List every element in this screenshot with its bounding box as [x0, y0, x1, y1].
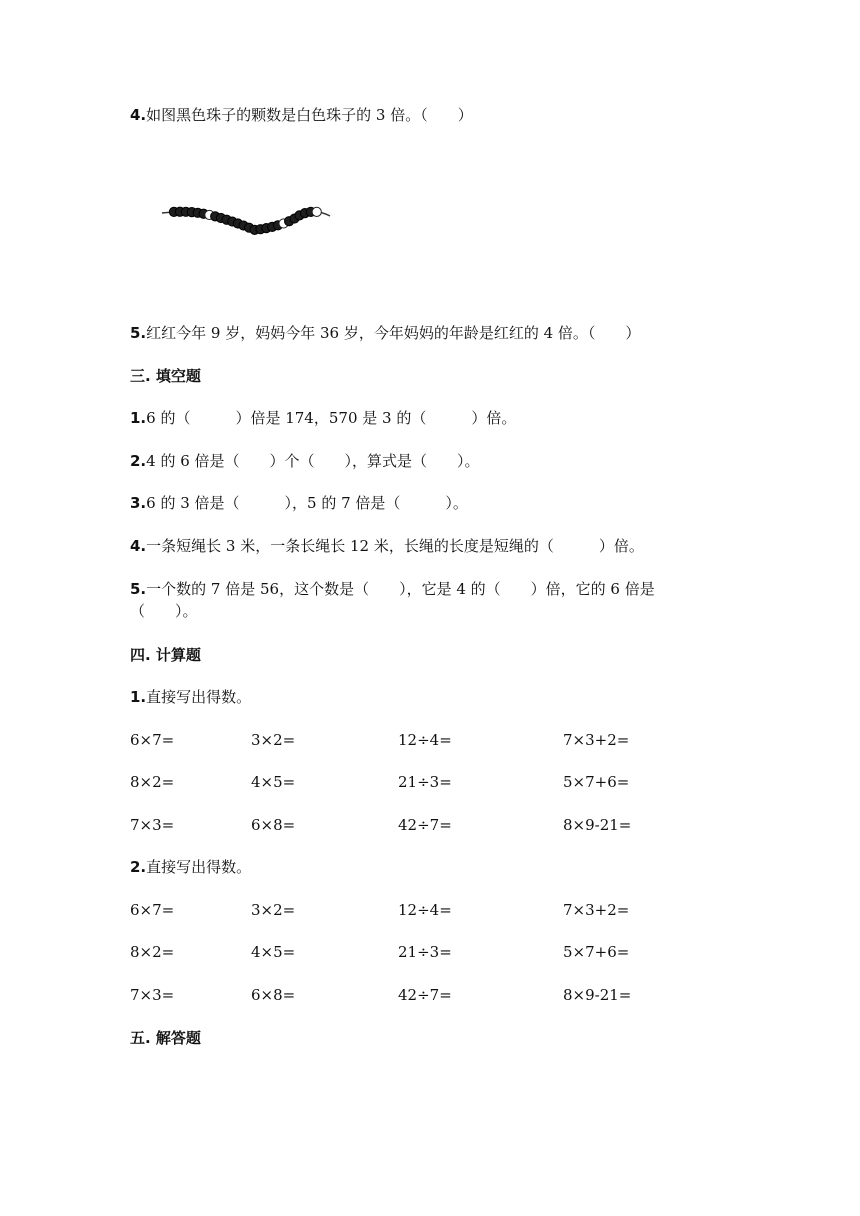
fill-question-5 — [130, 578, 655, 600]
question-number: 2. — [130, 452, 147, 470]
question-number: 5. — [130, 324, 147, 342]
fill-question-1 — [130, 407, 516, 429]
calc-item: 42÷7= — [398, 816, 452, 834]
calc-item: 7×3= — [130, 986, 175, 1004]
calc-group-2-title — [130, 856, 251, 878]
question-text: 一条短绳长 3 米，一条长绳长 12 米，长绳的长度是短绳的（ ）倍。 — [146, 537, 644, 555]
judge-question-5 — [130, 322, 640, 344]
question-number: 4. — [130, 537, 147, 555]
question-number: 4. — [130, 106, 147, 124]
calc-row — [130, 771, 750, 793]
judge-question-4 — [130, 104, 473, 126]
beads-string-image — [160, 200, 340, 246]
question-text: 红红今年 9 岁，妈妈今年 36 岁，今年妈妈的年龄是红红的 4 倍。（ ） — [146, 324, 641, 342]
calc-row — [130, 899, 750, 921]
calc-item: 8×9-21= — [563, 816, 632, 834]
question-text: 4 的 6 倍是（ ）个（ ），算式是（ ）。 — [146, 452, 480, 470]
calc-item: 12÷4= — [398, 731, 452, 749]
calc-item: 8×9-21= — [563, 986, 632, 1004]
question-text: 一个数的 7 倍是 56，这个数是（ ），它是 4 的（ ）倍，它的 6 倍是 — [146, 580, 655, 598]
calc-row — [130, 984, 750, 1006]
question-number: 1. — [130, 688, 147, 706]
fill-question-4 — [130, 535, 644, 557]
calc-item: 6×8= — [251, 986, 296, 1004]
calc-item: 4×5= — [251, 773, 296, 791]
question-number: 5. — [130, 580, 147, 598]
calc-item: 7×3= — [130, 816, 175, 834]
calc-item: 8×2= — [130, 943, 175, 961]
calc-item: 6×8= — [251, 816, 296, 834]
calc-row — [130, 941, 750, 963]
calc-item: 42÷7= — [398, 986, 452, 1004]
calc-item: 12÷4= — [398, 901, 452, 919]
calc-item: 6×7= — [130, 731, 175, 749]
calc-item: 7×3+2= — [563, 731, 630, 749]
question-text: 直接写出得数。 — [146, 688, 252, 706]
fill-question-3 — [130, 492, 468, 514]
section-heading-fill: 三. 填空题 — [130, 367, 201, 385]
question-text: 直接写出得数。 — [146, 858, 252, 876]
white-bead — [312, 207, 321, 216]
fill-question-2 — [130, 450, 480, 472]
calc-item: 5×7+6= — [563, 943, 630, 961]
question-text: 如图黑色珠子的颗数是白色珠子的 3 倍。（ ） — [146, 106, 473, 124]
calc-item: 8×2= — [130, 773, 175, 791]
calc-item: 21÷3= — [398, 943, 452, 961]
question-number: 2. — [130, 858, 147, 876]
fill-question-5-continued: （ ）。 — [130, 602, 198, 620]
calc-item: 21÷3= — [398, 773, 452, 791]
calc-item: 3×2= — [251, 901, 296, 919]
question-text: 6 的 3 倍是（ ），5 的 7 倍是（ ）。 — [146, 494, 468, 512]
calc-item: 4×5= — [251, 943, 296, 961]
calc-row — [130, 814, 750, 836]
calc-item: 7×3+2= — [563, 901, 630, 919]
section-heading-answer: 五. 解答题 — [130, 1029, 201, 1047]
calc-row — [130, 729, 750, 751]
calc-item: 6×7= — [130, 901, 175, 919]
calc-group-1-title — [130, 686, 251, 708]
beads-group — [169, 207, 321, 234]
calc-item: 5×7+6= — [563, 773, 630, 791]
question-number: 1. — [130, 409, 147, 427]
calc-item: 3×2= — [251, 731, 296, 749]
question-number: 3. — [130, 494, 147, 512]
question-text: 6 的（ ）倍是 174，570 是 3 的（ ）倍。 — [146, 409, 517, 427]
section-heading-calc: 四. 计算题 — [130, 646, 201, 664]
